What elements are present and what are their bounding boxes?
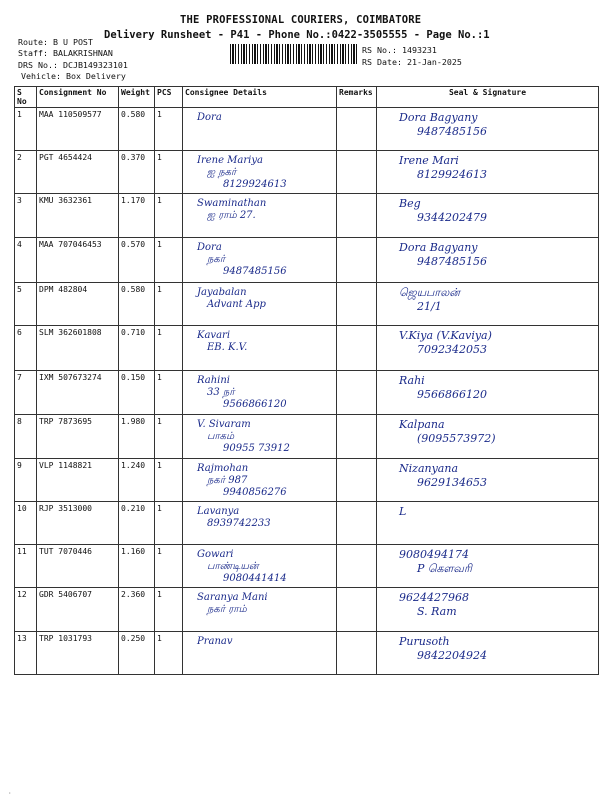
signature-handwriting: Beg xyxy=(399,197,421,210)
row-signature xyxy=(377,415,599,459)
row-signature xyxy=(377,502,599,545)
row-pcs: 1 xyxy=(155,151,183,194)
row-consignment: RJP 3513000 xyxy=(37,502,119,545)
consignee-handwriting: 90955 73912 xyxy=(223,443,290,454)
row-weight: 1.160 xyxy=(119,545,155,588)
table-row xyxy=(15,326,599,371)
row-weight: 1.240 xyxy=(119,459,155,502)
consignee-handwriting: Rajmohan xyxy=(197,463,249,474)
row-weight: 0.250 xyxy=(119,632,155,675)
row-pcs: 1 xyxy=(155,283,183,326)
col-pcs: PCS xyxy=(155,87,183,108)
row-signature xyxy=(377,194,599,238)
row-weight: 0.710 xyxy=(119,326,155,371)
row-sno: 12 xyxy=(15,588,37,632)
row-signature xyxy=(377,238,599,283)
row-sno: 5 xyxy=(15,283,37,326)
table-row xyxy=(15,415,599,459)
row-consignee xyxy=(183,326,337,371)
staff-label: Staff: BALAKRISHNAN xyxy=(18,48,113,58)
signature-handwriting: Nizanyana xyxy=(399,462,458,475)
signature-handwriting: 9344202479 xyxy=(417,211,487,224)
drs-label: DRS No.: DCJB149323101 xyxy=(18,60,128,70)
row-consignee xyxy=(183,415,337,459)
row-signature xyxy=(377,632,599,675)
table-row xyxy=(15,108,599,151)
row-pcs: 1 xyxy=(155,238,183,283)
table-row xyxy=(15,238,599,283)
row-pcs: 1 xyxy=(155,502,183,545)
signature-handwriting: 9624427968 xyxy=(399,591,469,604)
consignee-handwriting: பாகம் xyxy=(207,431,235,442)
consignee-handwriting: Jayabalan xyxy=(197,287,247,298)
row-consignment: VLP 1148821 xyxy=(37,459,119,502)
row-pcs: 1 xyxy=(155,108,183,151)
barcode xyxy=(230,44,358,64)
route-label: Route: B U POST xyxy=(18,37,93,47)
row-remarks xyxy=(337,588,377,632)
row-weight: 2.360 xyxy=(119,588,155,632)
row-weight: 0.150 xyxy=(119,371,155,415)
signature-handwriting: Dora Bagyany xyxy=(399,111,478,124)
consignee-handwriting: Lavanya xyxy=(197,506,240,517)
row-weight: 1.170 xyxy=(119,194,155,238)
consignee-handwriting: நகர் xyxy=(207,254,226,265)
row-signature xyxy=(377,151,599,194)
signature-handwriting: S. Ram xyxy=(417,605,457,618)
row-remarks xyxy=(337,151,377,194)
rs-date-label: RS Date: 21-Jan-2025 xyxy=(362,57,462,67)
row-sno: 7 xyxy=(15,371,37,415)
table-row xyxy=(15,371,599,415)
row-remarks xyxy=(337,238,377,283)
row-signature xyxy=(377,326,599,371)
consignee-handwriting: 9940856276 xyxy=(223,487,287,498)
row-consignment: SLM 362601808 xyxy=(37,326,119,371)
col-consignee: Consignee Details xyxy=(183,87,337,108)
row-consignment: DPM 482804 xyxy=(37,283,119,326)
row-sno: 1 xyxy=(15,108,37,151)
row-weight: 0.210 xyxy=(119,502,155,545)
consignee-handwriting: 9566866120 xyxy=(223,399,287,410)
row-weight: 0.580 xyxy=(119,108,155,151)
table-row xyxy=(15,151,599,194)
table-row xyxy=(15,632,599,675)
row-pcs: 1 xyxy=(155,459,183,502)
consignee-handwriting: Irene Mariya xyxy=(197,155,263,166)
col-signature: Seal & Signature xyxy=(377,87,599,108)
signature-handwriting: Kalpana xyxy=(399,418,445,431)
consignee-handwriting: Gowari xyxy=(197,549,234,560)
signature-handwriting: P கௌவரி xyxy=(417,562,472,575)
consignee-handwriting: Rahini xyxy=(197,375,230,386)
consignee-handwriting: EB. K.V. xyxy=(207,342,248,353)
signature-handwriting: 9842204924 xyxy=(417,649,487,662)
signature-handwriting: (9095573972) xyxy=(417,432,496,445)
consignee-handwriting: நகர் 987 xyxy=(207,475,248,486)
row-weight: 0.580 xyxy=(119,283,155,326)
col-weight: Weight xyxy=(119,87,155,108)
row-pcs: 1 xyxy=(155,326,183,371)
row-signature xyxy=(377,283,599,326)
consignee-handwriting: Advant App xyxy=(207,299,266,310)
row-consignee xyxy=(183,194,337,238)
row-weight: 0.370 xyxy=(119,151,155,194)
signature-handwriting: 9487485156 xyxy=(417,125,487,138)
row-signature xyxy=(377,588,599,632)
table-row xyxy=(15,459,599,502)
row-pcs: 1 xyxy=(155,588,183,632)
runsheet-subtitle: Delivery Runsheet - P41 - Phone No.:0422-3505555 - Page No.:1 xyxy=(104,29,490,41)
signature-handwriting: 21/1 xyxy=(417,300,442,313)
signature-handwriting: 8129924613 xyxy=(417,168,487,181)
rs-no-label: RS No.: 1493231 xyxy=(362,45,437,55)
row-pcs: 1 xyxy=(155,545,183,588)
consignee-handwriting: Kavari xyxy=(197,330,231,341)
signature-handwriting: Purusoth xyxy=(399,635,450,648)
consignee-handwriting: Dora xyxy=(197,112,222,123)
row-sno: 6 xyxy=(15,326,37,371)
vehicle-label: Vehicle: Box Delivery xyxy=(21,71,126,81)
table-row xyxy=(15,283,599,326)
consignee-handwriting: Swaminathan xyxy=(197,198,267,209)
row-sno: 8 xyxy=(15,415,37,459)
row-consignee xyxy=(183,545,337,588)
table-row xyxy=(15,194,599,238)
row-signature xyxy=(377,371,599,415)
row-consignee xyxy=(183,502,337,545)
row-consignment: KMU 3632361 xyxy=(37,194,119,238)
footnote-mark: · xyxy=(8,790,12,797)
consignee-handwriting: பாண்டியன் xyxy=(207,561,259,572)
row-consignment: TRP 1031793 xyxy=(37,632,119,675)
row-sno: 11 xyxy=(15,545,37,588)
signature-handwriting: Irene Mari xyxy=(399,154,459,167)
row-signature xyxy=(377,108,599,151)
row-consignee xyxy=(183,283,337,326)
consignee-handwriting: ஐ நகர் xyxy=(207,167,237,178)
row-consignment: MAA 707046453 xyxy=(37,238,119,283)
row-consignment: MAA 110509577 xyxy=(37,108,119,151)
row-remarks xyxy=(337,371,377,415)
row-remarks xyxy=(337,502,377,545)
row-remarks xyxy=(337,632,377,675)
row-consignment: GDR 5406707 xyxy=(37,588,119,632)
row-pcs: 1 xyxy=(155,194,183,238)
row-consignment: TRP 7873695 xyxy=(37,415,119,459)
signature-handwriting: V.Kiya (V.Kaviya) xyxy=(399,329,492,342)
row-sno: 2 xyxy=(15,151,37,194)
signature-handwriting: L xyxy=(399,505,407,518)
consignee-handwriting: Saranya Mani xyxy=(197,592,268,603)
row-weight: 1.980 xyxy=(119,415,155,459)
signature-handwriting: Dora Bagyany xyxy=(399,241,478,254)
row-sno: 9 xyxy=(15,459,37,502)
row-consignee xyxy=(183,632,337,675)
company-title: THE PROFESSIONAL COURIERS, COIMBATORE xyxy=(180,14,422,26)
signature-handwriting: 9566866120 xyxy=(417,388,487,401)
row-consignee xyxy=(183,371,337,415)
row-signature xyxy=(377,459,599,502)
row-consignment: PGT 4654424 xyxy=(37,151,119,194)
signature-handwriting: 9629134653 xyxy=(417,476,487,489)
row-pcs: 1 xyxy=(155,415,183,459)
row-consignee xyxy=(183,588,337,632)
consignee-handwriting: 8129924613 xyxy=(223,179,287,190)
table-row xyxy=(15,502,599,545)
row-consignment: IXM 507673274 xyxy=(37,371,119,415)
row-sno: 3 xyxy=(15,194,37,238)
row-remarks xyxy=(337,326,377,371)
col-sno: S No xyxy=(15,87,37,108)
row-consignee xyxy=(183,151,337,194)
row-sno: 13 xyxy=(15,632,37,675)
row-remarks xyxy=(337,545,377,588)
row-remarks xyxy=(337,415,377,459)
signature-handwriting: 7092342053 xyxy=(417,343,487,356)
signature-handwriting: 9487485156 xyxy=(417,255,487,268)
runsheet-table xyxy=(14,86,599,675)
consignee-handwriting: 9080441414 xyxy=(223,573,287,584)
row-signature xyxy=(377,545,599,588)
consignee-handwriting: 9487485156 xyxy=(223,266,287,277)
row-consignee xyxy=(183,108,337,151)
table-row xyxy=(15,588,599,632)
row-remarks xyxy=(337,194,377,238)
signature-handwriting: ஜெயபாலன் xyxy=(399,286,460,299)
consignee-handwriting: ஐ ராம் 27. xyxy=(207,210,256,221)
row-pcs: 1 xyxy=(155,371,183,415)
consignee-handwriting: 33 நர் xyxy=(207,387,235,398)
consignee-handwriting: Pranav xyxy=(197,636,233,647)
row-sno: 10 xyxy=(15,502,37,545)
table-row xyxy=(15,545,599,588)
col-consignment: Consignment No xyxy=(37,87,119,108)
row-pcs: 1 xyxy=(155,632,183,675)
consignee-handwriting: V. Sivaram xyxy=(197,419,251,430)
signature-handwriting: Rahi xyxy=(399,374,425,387)
row-remarks xyxy=(337,283,377,326)
consignee-handwriting: 8939742233 xyxy=(207,518,271,529)
row-remarks xyxy=(337,108,377,151)
table-header-row xyxy=(15,87,599,108)
row-consignment: TUT 7070446 xyxy=(37,545,119,588)
signature-handwriting: 9080494174 xyxy=(399,548,469,561)
row-sno: 4 xyxy=(15,238,37,283)
row-remarks xyxy=(337,459,377,502)
row-consignee xyxy=(183,238,337,283)
row-consignee xyxy=(183,459,337,502)
col-remarks: Remarks xyxy=(337,87,377,108)
row-weight: 0.570 xyxy=(119,238,155,283)
consignee-handwriting: Dora xyxy=(197,242,222,253)
consignee-handwriting: நகர் ராம் xyxy=(207,604,247,615)
